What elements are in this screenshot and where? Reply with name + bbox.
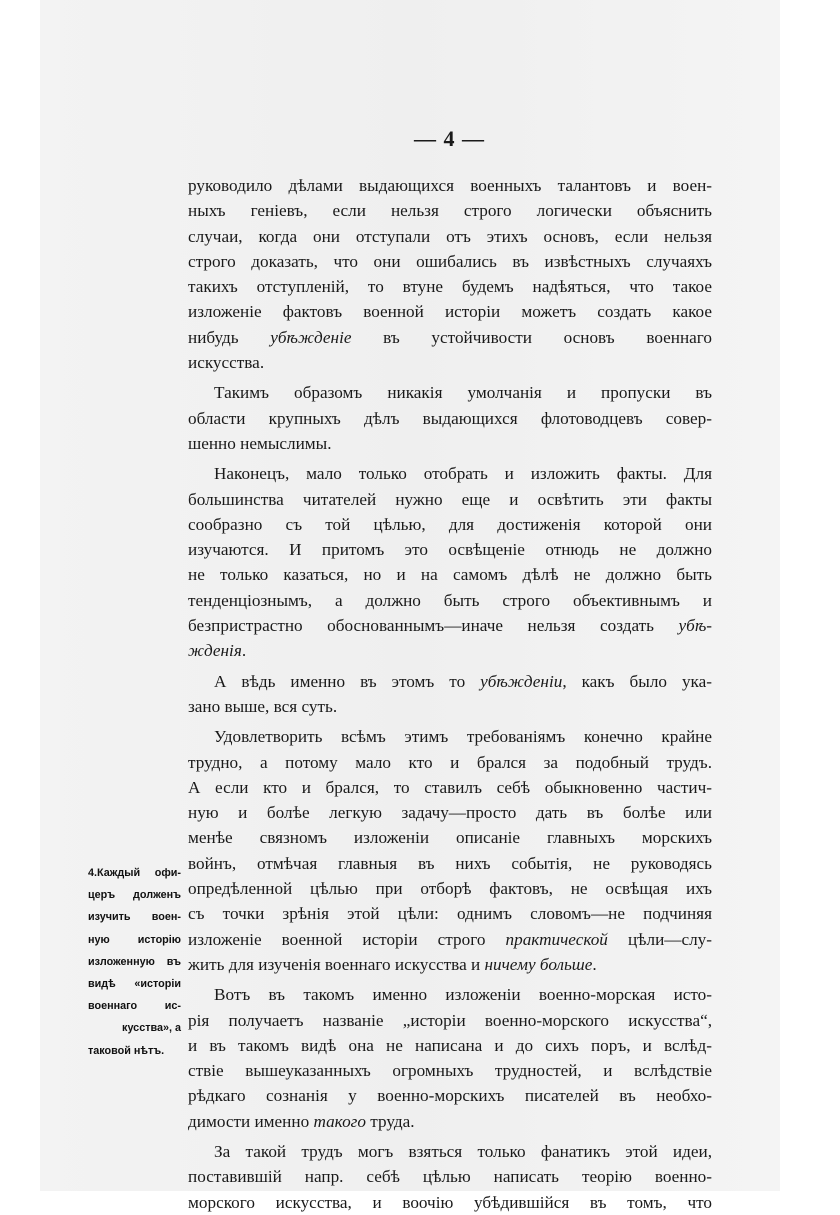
p1-line-7	[188, 325, 712, 350]
p3-line-7	[188, 613, 712, 638]
p6-line-5: рѣдкаго сознанія у военно-морскихъ писателей въ необхо-	[188, 1086, 712, 1106]
p5-line-10	[188, 952, 712, 977]
p4-line-1-pre: А вѣдь именно въ этомъ то	[214, 671, 466, 691]
p3-italic-b-tail: .	[241, 641, 247, 661]
p3-line-5: не только казаться, но и на самомъ дѣлѣ не должно быть	[188, 565, 712, 585]
p1-line-5: такихъ отступленій, то втуне будемъ надѣяться, что такое	[188, 277, 712, 297]
p1-line-4: строго доказать, что они ошибались въ извѣстныхъ случаяхъ	[188, 251, 712, 271]
p3-line-2: большинства читателей нужно еще и освѣтить эти факты	[188, 489, 712, 509]
p3-line-3: сообразно съ той цѣлью, для достиженія которой они	[188, 514, 712, 534]
p1-line-8: искусства.	[188, 353, 265, 373]
p5-line-4: ную и болѣе легкую задачу—просто дать въ болѣе или	[188, 803, 712, 823]
p5-line-3: А если кто и брался, то ставилъ себѣ обыкновенно частич-	[188, 777, 712, 797]
margin-note-line-1: 4.Каждый офи-	[88, 867, 181, 879]
p1-line-2: ныхъ геніевъ, если нельзя строго логически объяснить	[188, 201, 712, 221]
p5-line-2: трудно, а потому мало кто и брался за подобный трудъ.	[188, 752, 712, 772]
p1-line-7-pre: нибудь	[188, 327, 239, 347]
margin-note-line-3: изучить воен-	[88, 911, 181, 924]
margin-note-line-8: кусства», а	[122, 1022, 181, 1035]
p2-line-2: области крупныхъ дѣлъ выдающихся флотоводцевъ совер-	[188, 408, 712, 428]
p5-line-1: Удовлетворить всѣмъ этимъ требованіямъ конечно крайне	[214, 727, 712, 747]
page-number: — 4 —	[414, 126, 485, 151]
p3-line-4: изучаются. И притомъ это освѣщеніе отнюдь не должно	[188, 540, 712, 560]
main-text	[188, 173, 712, 1215]
p6-line-2: рія получаетъ названіе „исторіи военно-морского искусства“,	[188, 1010, 712, 1030]
p6-line-1: Вотъ въ такомъ именно изложеніи военно-морская исто-	[214, 985, 712, 1005]
p1-italic-conviction: убѣжденіе	[270, 327, 352, 347]
p5-line-10-pre: жить для изученія военнаго искусства и	[188, 954, 481, 974]
p7-line-1: За такой трудъ могъ взяться только фанатикъ этой идеи,	[214, 1141, 712, 1161]
p1-line-7-tail: въ устойчивости основъ военнаго	[383, 327, 712, 347]
p3-line-6: тенденціознымъ, а должно быть строго объективнымъ и	[188, 590, 712, 610]
p4-italic: убѣжденіи	[480, 671, 563, 691]
margin-note-line-7: военнаго ис-	[88, 1000, 181, 1013]
p5-line-6: войнъ, отмѣчая главныя въ нихъ событія, не руководясь	[188, 853, 712, 873]
p6-line-6-pre: димости именно	[188, 1111, 310, 1131]
p5-italic-nothing-more: ничему больше	[484, 954, 593, 974]
p1-line-1: руководило дѣлами выдающихся военныхъ талантовъ и воен-	[188, 176, 712, 195]
margin-note-line-5: изложенную въ	[88, 955, 181, 968]
p4-line-2: зано выше, вся суть.	[188, 696, 338, 716]
p6-line-6	[188, 1109, 712, 1134]
p6-line-6-post: труда.	[370, 1111, 415, 1131]
p6-italic-such: такого	[313, 1111, 366, 1131]
p2-line-1: Такимъ образомъ никакія умолчанія и пропуски въ	[214, 383, 712, 403]
p2-line-3: шенно немыслимы.	[188, 433, 332, 453]
p5-line-9	[188, 927, 712, 952]
p7-line-2: поставившій напр. себѣ цѣлью написать теорію военно-	[188, 1167, 712, 1187]
p1-line-3: случаи, когда они отступали отъ этихъ основъ, если нельзя	[188, 226, 712, 246]
margin-note-line-4: ную исторію	[88, 933, 181, 946]
p3-line-1: Наконецъ, мало только отобрать и изложить факты. Для	[214, 464, 712, 484]
margin-note-line-2: церъ долженъ	[88, 889, 181, 902]
p5-line-5: менѣе связномъ изложеніи описаніе главныхъ морскихъ	[188, 828, 712, 848]
p4-line-1-post: , какъ было ука-	[562, 671, 712, 691]
p6-line-3: и въ такомъ видѣ она не написана и до сихъ поръ, и вслѣд-	[188, 1035, 712, 1055]
p3-line-7-pre: безпристрастно обоснованнымъ—иначе нельзя создать	[188, 616, 654, 636]
p3-italic-b: жденія	[188, 641, 242, 661]
p5-italic-practical: практической	[505, 929, 608, 949]
p3-line-8	[188, 638, 712, 663]
p1-line-6: изложеніе фактовъ военной исторіи можетъ создать какое	[188, 302, 712, 322]
p5-line-9-post: цѣли—слу-	[627, 929, 712, 949]
margin-note-line-9: таковой нѣтъ.	[88, 1044, 165, 1057]
p5-line-10-post: .	[592, 954, 597, 974]
p5-line-8: съ точки зрѣнія этой цѣли: однимъ словомъ—не подчиняя	[188, 904, 712, 924]
margin-note-line-6: видѣ «исторіи	[88, 978, 181, 991]
p7-line-3: морского искусства, и воочію убѣдившійся въ томъ, что	[188, 1192, 712, 1212]
p6-line-4: ствіе вышеуказанныхъ огромныхъ трудностей, и вслѣдствіе	[188, 1061, 712, 1081]
p3-italic-a: убѣ-	[678, 616, 713, 636]
margin-note	[88, 862, 181, 1062]
p4-line-1	[188, 669, 712, 694]
p5-line-7: опредѣленной цѣлью при отборѣ фактовъ, не освѣщая ихъ	[188, 879, 712, 899]
p5-line-9-pre: изложеніе военной исторіи строго	[188, 929, 486, 949]
